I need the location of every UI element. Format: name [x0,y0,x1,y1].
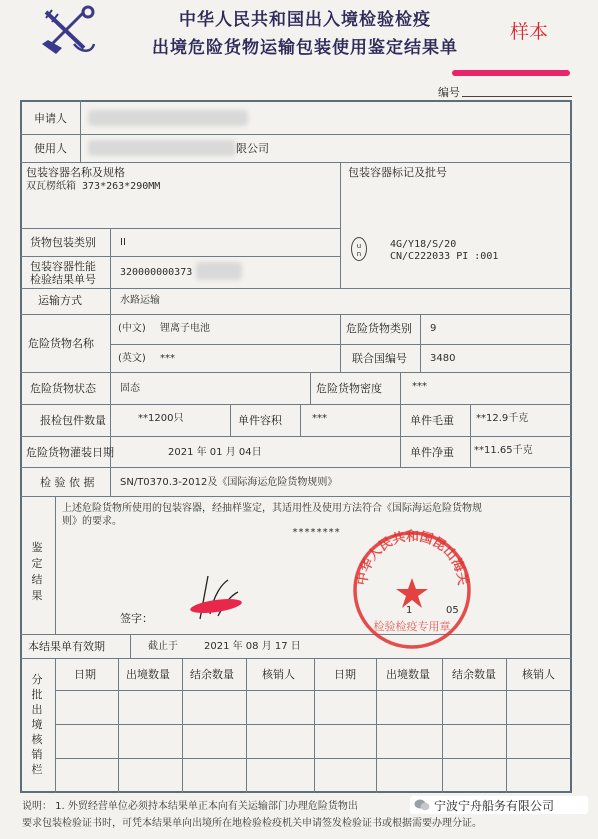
marking-line1: 4G/Y18/S/20 [390,239,457,250]
stamp-date-year: 1 [406,605,413,616]
dg-density-label: 危险货物密度 [316,382,382,395]
user-value-suffix: 限公司 [236,142,269,155]
wechat-watermark [410,796,588,814]
validity-date: 2021 年 08 月 17 日 [204,641,301,652]
rule [400,404,401,467]
number-underline [462,96,572,97]
rule [20,228,340,229]
gross-value: **12.9千克 [476,413,529,424]
basis-label: 检 验 依 据 [40,476,95,489]
rule [376,658,377,793]
rule [470,404,471,467]
user-label: 使用人 [34,142,67,155]
wechat-icon [414,799,430,811]
en-label: (英文) [118,353,146,364]
result-text-2: 则》的要求。 [62,516,122,527]
document-title-line2: 出境危险货物运输包装使用鉴定结果单 [152,38,458,58]
rule [110,344,572,345]
dg-class-value: 9 [430,323,437,334]
rule [246,658,247,793]
batch-header: 结余数量 [190,668,234,681]
number-redaction [452,70,570,76]
batch-header: 日期 [74,668,96,681]
result-stars: ******** [292,527,341,538]
fill-date-label: 危险货物灌装日期 [26,446,114,459]
gross-label: 单件毛重 [410,414,454,427]
validity-prefix: 截止于 [148,641,178,652]
footer-note-1: 说明： 1. 外贸经营单位必须持本结果单正本向有关运输部门办理危险货物出 [22,801,358,812]
rule [118,658,119,793]
svg-text:u: u [356,242,362,250]
perf-cert-label-2: 检验结果单号 [30,273,96,286]
packing-category-label: 货物包装类别 [30,236,96,249]
dg-state-label: 危险货物状态 [30,382,96,395]
rule [130,634,131,658]
en-value: *** [160,353,175,364]
rule [314,658,315,793]
validity-label: 本结果单有效期 [28,640,105,653]
rule [20,256,340,257]
net-label: 单件净重 [410,446,454,459]
batch-header: 日期 [334,668,356,681]
perf-cert-redaction [196,262,242,280]
transport-label: 运输方式 [38,294,82,307]
rule [20,658,572,659]
dg-density-value: *** [412,381,427,392]
un-no-label: 联合国编号 [352,352,407,365]
dg-name-label: 危险货物名称 [28,337,94,350]
official-seal-stamp [350,528,475,653]
rule [340,314,341,372]
rule [55,496,56,634]
rule [20,634,572,635]
rule [20,496,572,497]
cn-label: (中文) [118,323,146,334]
svg-text:检验检疫专用章: 检验检疫专用章 [373,620,451,633]
dg-class-label: 危险货物类别 [346,322,412,335]
packing-category-value: II [120,237,126,248]
stamp-date-day: 05 [446,605,459,616]
rule [20,436,572,437]
footer-note-2: 要求包装检验证书时，可凭本结果单向出境所在地检验检疫机关申请签发检验证书或根据需要办理分证。 [22,818,482,829]
rule [20,372,572,373]
svg-text:中华人民共和国昆山海关: 中华人民共和国昆山海关 [355,529,470,587]
number-label: 编号 [438,86,460,99]
result-label: 鉴定结果 [31,541,43,602]
batch-header: 核销人 [522,668,555,681]
watermark-text: 宁波宁舟船务有限公司 [434,798,555,813]
rule [340,162,341,288]
user-redaction [88,140,236,156]
rule [300,404,301,436]
rule [80,100,81,162]
rule [400,372,401,404]
unit-volume-value: *** [312,413,327,424]
customs-emblem-icon [34,4,100,60]
cn-value: 锂离子电池 [160,323,210,334]
rule [20,162,572,163]
transport-value: 水路运输 [120,295,160,306]
fill-date-value: 2021 年 01 月 04日 [168,447,262,458]
rule [442,658,443,793]
rule [20,404,572,405]
rule [420,314,421,372]
perf-cert-label-1: 包装容器性能 [30,260,96,273]
marking-label: 包装容器标记及批号 [348,166,447,179]
perf-cert-value: 320000000373 [120,267,193,278]
rule [110,228,111,314]
rule [110,314,111,372]
result-text-1: 上述危险货物所使用的包装容器，经抽样鉴定，其适用性及使用方法符合《国际海运危险货物规 [62,503,482,514]
dg-state-value: 固态 [120,383,140,394]
rule [20,134,572,135]
signature-label: 签字： [120,612,153,625]
basis-value: SN/T0370.3-2012及《国际海运危险货物规则》 [120,477,338,488]
rule [20,288,572,289]
container-name-label: 包装容器名称及规格 [26,166,125,179]
batch-header: 出境数量 [126,668,170,681]
batch-label: 分批出境核销栏 [31,673,43,776]
applicant-redaction [88,110,248,126]
document-title-line1: 中华人民共和国出入境检验检疫 [179,10,431,30]
net-value: **11.65千克 [474,445,533,456]
rule [20,467,572,468]
sample-mark: 样本 [510,21,549,43]
batch-header: 出境数量 [386,668,430,681]
applicant-label: 申请人 [34,112,67,125]
rule [230,404,231,436]
unit-volume-label: 单件容积 [238,414,282,427]
batch-header: 核销人 [262,668,295,681]
rule [20,314,572,315]
un-no-value: 3480 [430,353,456,364]
svg-text:n: n [356,250,362,258]
rule [182,658,183,793]
rule [110,372,111,496]
qty-label: 报检包件数量 [40,414,106,427]
qty-value: **1200只 [138,413,184,424]
marking-line2: CN/C222033 PI :001 [390,251,499,262]
rule [506,658,507,793]
batch-header: 结余数量 [452,668,496,681]
rule [310,372,311,404]
container-name-value: 双瓦楞纸箱 373*263*290MM [26,181,161,192]
rule [55,658,56,793]
signature-scribble-icon [180,574,250,624]
un-packaging-symbol-icon [350,236,368,262]
